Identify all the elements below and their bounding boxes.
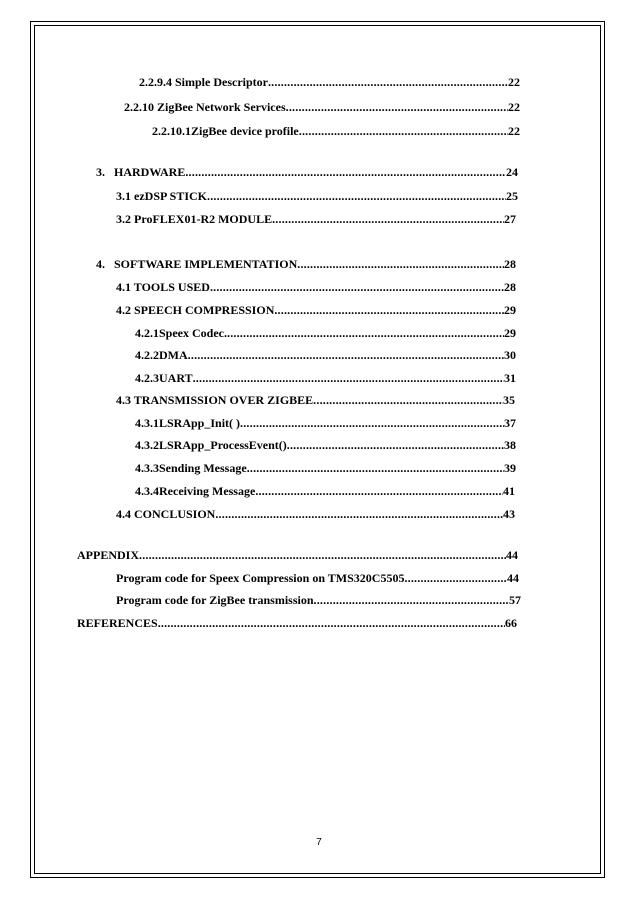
toc-entry-leader — [297, 256, 504, 272]
toc-entry-title: UART — [159, 371, 193, 385]
toc-entry-page: 44 — [506, 548, 518, 562]
toc-entry — [96, 256, 516, 272]
toc-entry-leader — [207, 188, 506, 204]
toc-entry-leader — [287, 437, 504, 453]
toc-entry-number: 4.3.1 — [135, 416, 159, 430]
toc-entry — [152, 123, 520, 139]
toc-entry-page: 28 — [504, 280, 516, 294]
toc-entry-leader — [185, 164, 506, 180]
toc-entry — [116, 302, 516, 318]
toc-entry-title: Receiving Message — [159, 484, 256, 498]
toc-entry-page: 43 — [503, 507, 515, 521]
toc-entry-leader — [193, 370, 504, 386]
toc-entry — [96, 164, 518, 180]
toc-entry — [135, 460, 516, 476]
toc-entry — [135, 370, 516, 386]
toc-entry — [77, 547, 518, 563]
toc-entry — [116, 592, 521, 608]
toc-entry-page: 41 — [503, 484, 515, 498]
toc-entry-title: 4. SOFTWARE IMPLEMENTATION — [96, 257, 298, 271]
toc-entry-title: ZigBee device profile — [191, 124, 299, 138]
toc-entry-title: 4.1 TOOLS USED — [116, 280, 210, 294]
toc-entry — [116, 392, 515, 408]
toc-entry-title: Speex Codec. — [159, 326, 227, 340]
toc-entry-leader — [299, 123, 508, 139]
toc-entry-title: 2.2.9.4 Simple Descriptor — [139, 75, 268, 89]
toc-entry-leader — [286, 99, 508, 115]
toc-entry-number: 4.3.3 — [135, 461, 159, 475]
toc-entry-number: 4.2.1 — [135, 326, 159, 340]
toc-entry-page: 22 — [508, 75, 520, 89]
toc-entry-title: APPENDIX — [77, 548, 139, 562]
toc-entry-leader — [314, 592, 509, 608]
toc-entry-title: DMA — [159, 348, 188, 362]
toc-entry-title: LSRApp_ProcessEvent() — [159, 438, 287, 452]
toc-entry — [116, 211, 516, 227]
toc-entry-title: LSRApp_Init( ) — [159, 416, 241, 430]
toc-entry-page: 35 — [503, 393, 515, 407]
page-number: 7 — [316, 837, 322, 848]
toc-entry-page: 22 — [508, 124, 520, 138]
toc-entry-number: 4.2.3 — [135, 371, 159, 385]
toc-entry — [124, 99, 520, 115]
toc-entry-page: 27 — [504, 212, 516, 226]
toc-entry-leader — [404, 570, 507, 586]
toc-entry-leader — [227, 325, 504, 341]
toc-entry-title: 3. HARDWARE — [96, 165, 186, 179]
toc-entry — [116, 570, 519, 586]
toc-entry-leader — [158, 615, 505, 631]
toc-entry — [135, 483, 515, 499]
toc-entry-leader — [210, 279, 504, 295]
toc-entry-title: Sending Message — [159, 461, 247, 475]
toc-entry-page: 57 — [509, 593, 521, 607]
toc-entry-title: 3.1 ezDSP STICK — [116, 189, 208, 203]
toc-entry — [116, 188, 518, 204]
toc-entry-page: 24 — [506, 165, 518, 179]
toc-entry-number: 4.2.2 — [135, 348, 159, 362]
toc-entry-page: 30 — [504, 348, 516, 362]
toc-entry-leader — [255, 483, 503, 499]
toc-entry-leader — [240, 415, 504, 431]
toc-entry-title: 4.4 CONCLUSION — [116, 507, 216, 521]
toc-entry-leader — [268, 74, 508, 90]
toc-entry-title: 3.2 ProFLEX01-R2 MODULE — [116, 212, 273, 226]
toc-entry-page: 29 — [504, 303, 516, 317]
toc-entry-title: Program code for Speex Compression on TMS320C5505 — [116, 571, 405, 585]
toc-entry-title: 4.3 TRANSMISSION OVER ZIGBEE — [116, 393, 314, 407]
toc-entry-page: 31 — [504, 371, 516, 385]
toc-entry-page: 28 — [504, 257, 516, 271]
toc-entry-leader — [272, 211, 504, 227]
toc-entry-page: 38 — [504, 438, 516, 452]
toc-entry-leader — [274, 302, 504, 318]
toc-entry-page: 29 — [504, 326, 516, 340]
toc-entry-page: 37 — [504, 416, 516, 430]
toc-entry-page: 39 — [504, 461, 516, 475]
toc-entry-page: 25 — [506, 189, 518, 203]
toc-entry-number: 4.3.2 — [135, 438, 159, 452]
toc-entry — [77, 615, 517, 631]
toc-entry-leader — [188, 347, 504, 363]
toc-entry — [116, 506, 515, 522]
toc-entry-number: 2.2.10.1 — [152, 124, 191, 138]
toc-entry-leader — [139, 547, 506, 563]
toc-entry-page: 22 — [508, 100, 520, 114]
toc-entry-title: 2.2.10 ZigBee Network Services — [124, 100, 286, 114]
toc-entry-title: REFERENCES — [77, 616, 158, 630]
toc-entry — [135, 415, 516, 431]
toc-entry — [135, 437, 516, 453]
toc-entry-title: 4.2 SPEECH COMPRESSION — [116, 303, 275, 317]
toc-entry-leader — [215, 506, 503, 522]
toc-entry-leader — [247, 460, 504, 476]
toc-entry — [139, 74, 520, 90]
toc-entry — [116, 279, 516, 295]
toc-entry-title: Program code for ZigBee transmission — [116, 593, 314, 607]
toc-entry — [135, 347, 516, 363]
toc-entry-page: 44 — [507, 571, 519, 585]
toc-entry-number: 4.3.4 — [135, 484, 159, 498]
toc-entry-page: 66 — [505, 616, 517, 630]
toc-entry — [135, 325, 516, 341]
toc-entry-leader — [313, 392, 503, 408]
